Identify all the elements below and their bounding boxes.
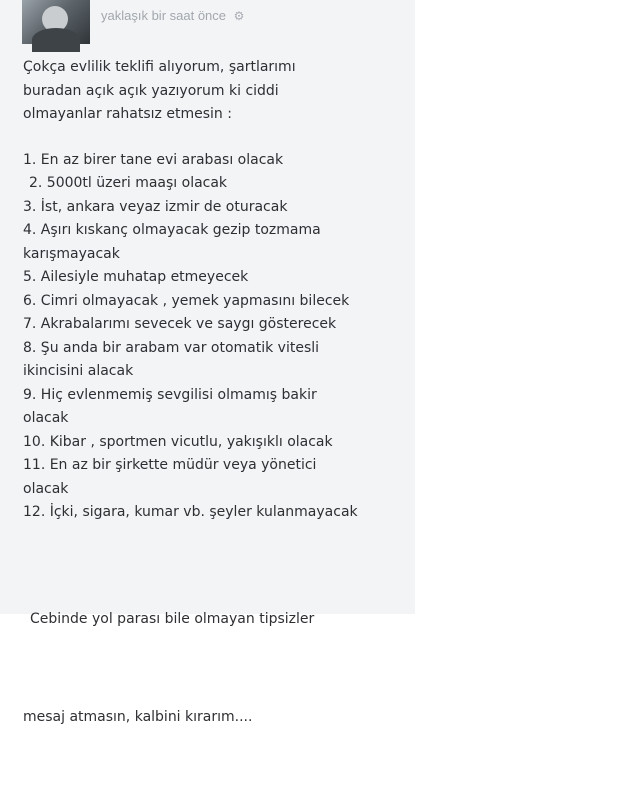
avatar[interactable] [22,0,90,44]
list-item: 8. Şu anda bir arabam var otomatik vitesli ikincisini alacak [23,339,320,379]
closing-line: mesaj atmasın, kalbini kırarım.... [23,709,253,725]
list-item: 9. Hiç evlenmemiş sevgilisi olmamış bakir olacak [23,386,317,426]
post-body [23,56,413,791]
list-item: 2. 5000tl üzeri maaşı olacak [29,175,228,191]
post-intro: Çokça evlilik teklifi alıyorum, şartlarımı buradan açık açık yazıyorum ki ciddi olmayanlar rahatsız etmesin : [23,59,296,122]
list-item: 4. Aşırı kıskanç olmayacak gezip tozmama karışmayacak [23,222,321,262]
post-timestamp[interactable] [101,8,244,23]
timestamp-text: yaklaşık bir saat önce [101,8,227,23]
list-item: 12. İçki, sigara, kumar vb. şeyler kulanmayacak [23,504,358,520]
list-item: 1. En az birer tane evi arabası olacak [23,151,284,168]
list-item: 3. İst, ankara veyaz izmir de oturacak [23,198,288,215]
gear-icon[interactable]: ⚙ [233,9,245,23]
post-closing [23,547,413,791]
list-item: 11. En az bir şirkette müdür veya yönetici olacak [23,457,317,497]
closing-line: Cebinde yol parası bile olmayan tipsizler [30,610,315,627]
avatar-body-shape [32,28,80,52]
list-item: 6. Cimri olmayacak , yemek yapmasını bilecek [23,292,350,309]
requirements-list [23,149,413,525]
list-item: 5. Ailesiyle muhatap etmeyecek [23,269,249,285]
list-item: 7. Akrabalarımı sevecek ve saygı gösterecek [23,316,337,332]
list-item: 10. Kibar , sportmen vicutlu, yakışıklı olacak [23,433,333,450]
